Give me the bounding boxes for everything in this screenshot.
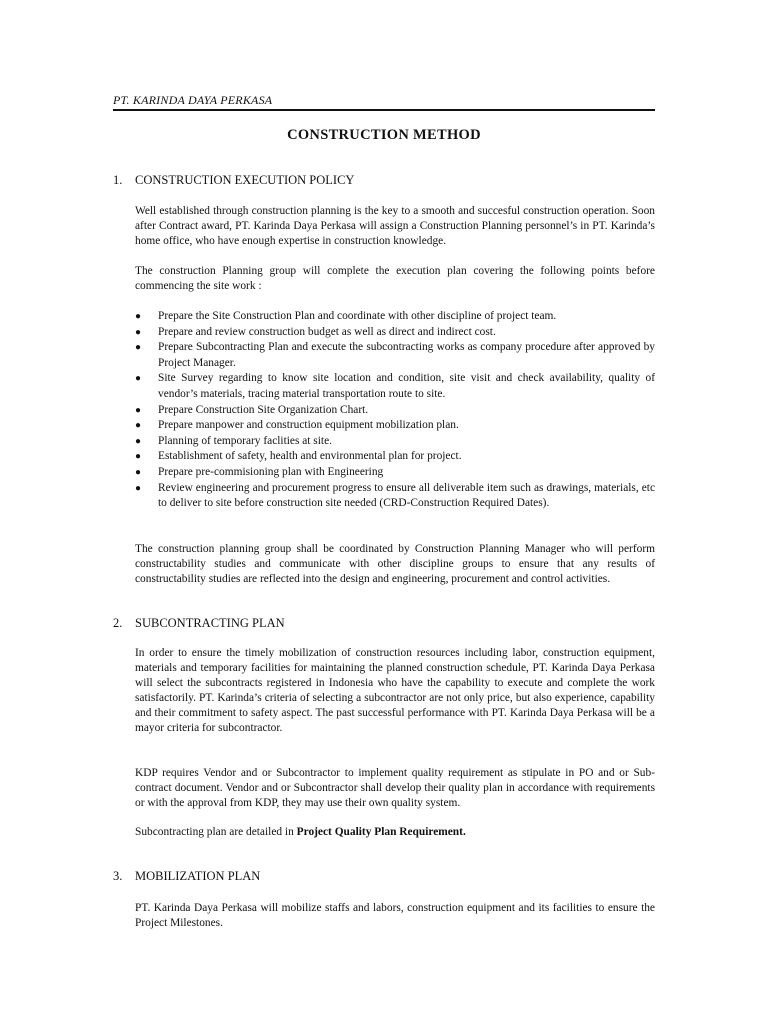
bullet-icon: ● — [135, 311, 142, 322]
section-2-paragraph-2: KDP requires Vendor and or Subcontractor to implement quality requirement as stipulate in PO and or Sub-contract document. Vendor and or Subcontractor shall develop their quality plan in accordance with requirements or with the approval from KDP, they may use their own quality system. — [135, 767, 655, 809]
section-3-heading — [113, 869, 260, 884]
section-3-paragraph-1: PT. Karinda Daya Perkasa will mobilize staffs and labors, construction equipment and its facilities to ensure the Project Milestones. — [135, 902, 655, 929]
bullet-icon: ● — [135, 466, 142, 478]
list-item-text: Prepare Construction Site Organization Chart. — [158, 403, 369, 416]
list-item — [135, 371, 655, 402]
section-1-paragraph-1: Well established through construction planning is the key to a smooth and succesful construction operation. Soon after Contract award, PT. Karinda Daya Perkasa will assign a Construction Planning personnel’s in PT. Karinda’s home office, who have enough expertise in construction knowledge. — [135, 205, 655, 247]
list-item-text: Prepare manpower and construction equipment mobilization plan. — [158, 419, 459, 432]
quality-plan-reference: Project Quality Plan Requirement. — [296, 826, 466, 838]
section-1-paragraph-2: The construction Planning group will complete the execution plan covering the following points before commencing the site work : — [135, 265, 655, 292]
list-item-text: Planning of temporary faclities at site. — [158, 434, 332, 447]
list-item — [135, 325, 655, 341]
section-2-heading — [113, 616, 285, 631]
section-1-title: CONSTRUCTION EXECUTION POLICY — [135, 173, 355, 187]
list-item — [135, 309, 655, 325]
section-2-paragraph-3-text: Subcontracting plan are detailed in — [135, 826, 297, 838]
bullet-icon: ● — [135, 420, 142, 432]
bullet-icon: ● — [135, 326, 142, 338]
header-rule — [113, 109, 655, 111]
list-item-text: Review engineering and procurement progress to ensure all deliverable item such as drawings, materials, etc to deliver to site before construction site needed (CRD-Construction Required Dates). — [158, 481, 655, 510]
list-item — [135, 481, 655, 512]
document-title: CONSTRUCTION METHOD — [287, 127, 481, 143]
execution-points-list — [135, 309, 655, 512]
section-1-heading — [113, 173, 354, 188]
list-item-text: Prepare and review construction budget as well as direct and indirect cost. — [158, 325, 496, 338]
list-item-text: Site Survey regarding to know site location and condition, site visit and check availability, quality of vendor’s materials, tracing material transportation route to site. — [158, 372, 655, 400]
section-3-number: 3. — [113, 869, 123, 883]
section-2-number: 2. — [113, 616, 123, 630]
bullet-icon: ● — [135, 482, 142, 494]
list-item-text: Prepare the Site Construction Plan and coordinate with other discipline of project team. — [158, 310, 557, 322]
bullet-icon: ● — [135, 435, 142, 447]
list-item-text: Prepare pre-commisioning plan with Engineering — [158, 465, 384, 478]
section-2-paragraph-1: In order to ensure the timely mobilization of construction resources including labor, construction equipment, materials and temporary facilities for maintaining the planned construction schedule, PT. Karinda Daya Perkasa will select the subcontracts registered in Indonesia who have the capability to execute and complete the work satisfactorily. PT. Karinda’s criteria of selecting a subcontractor are not only price, but also experience, capability and their commitment to safety aspect. The past successful performance with PT. Karinda Daya Perkasa will be a mayor criteria for subcontractor. — [135, 647, 655, 734]
list-item — [135, 449, 655, 465]
list-item-text: Prepare Subcontracting Plan and execute the subcontracting works as company procedure after approved by Project Manager. — [158, 341, 655, 369]
section-3-title: MOBILIZATION PLAN — [135, 869, 261, 883]
bullet-icon: ● — [135, 404, 142, 416]
bullet-icon: ● — [135, 342, 142, 354]
section-1-paragraph-3: The construction planning group shall be coordinated by Construction Planning Manager who will perform constructability studies and communicate with other discipline groups to ensure that any results of constructability studies are reflected into the design and engineering, procurement and control activities. — [135, 543, 655, 585]
bullet-icon: ● — [135, 373, 142, 385]
list-item — [135, 465, 655, 481]
list-item-text: Establishment of safety, health and environmental plan for project. — [158, 450, 462, 463]
company-header: PT. KARINDA DAYA PERKASA — [113, 93, 273, 107]
list-item — [135, 403, 655, 419]
section-2-title: SUBCONTRACTING PLAN — [135, 616, 285, 630]
section-2-paragraph-3 — [135, 825, 655, 840]
bullet-icon: ● — [135, 451, 142, 463]
list-item — [135, 340, 655, 371]
list-item — [135, 434, 655, 450]
list-item — [135, 418, 655, 434]
section-1-number: 1. — [113, 173, 123, 187]
